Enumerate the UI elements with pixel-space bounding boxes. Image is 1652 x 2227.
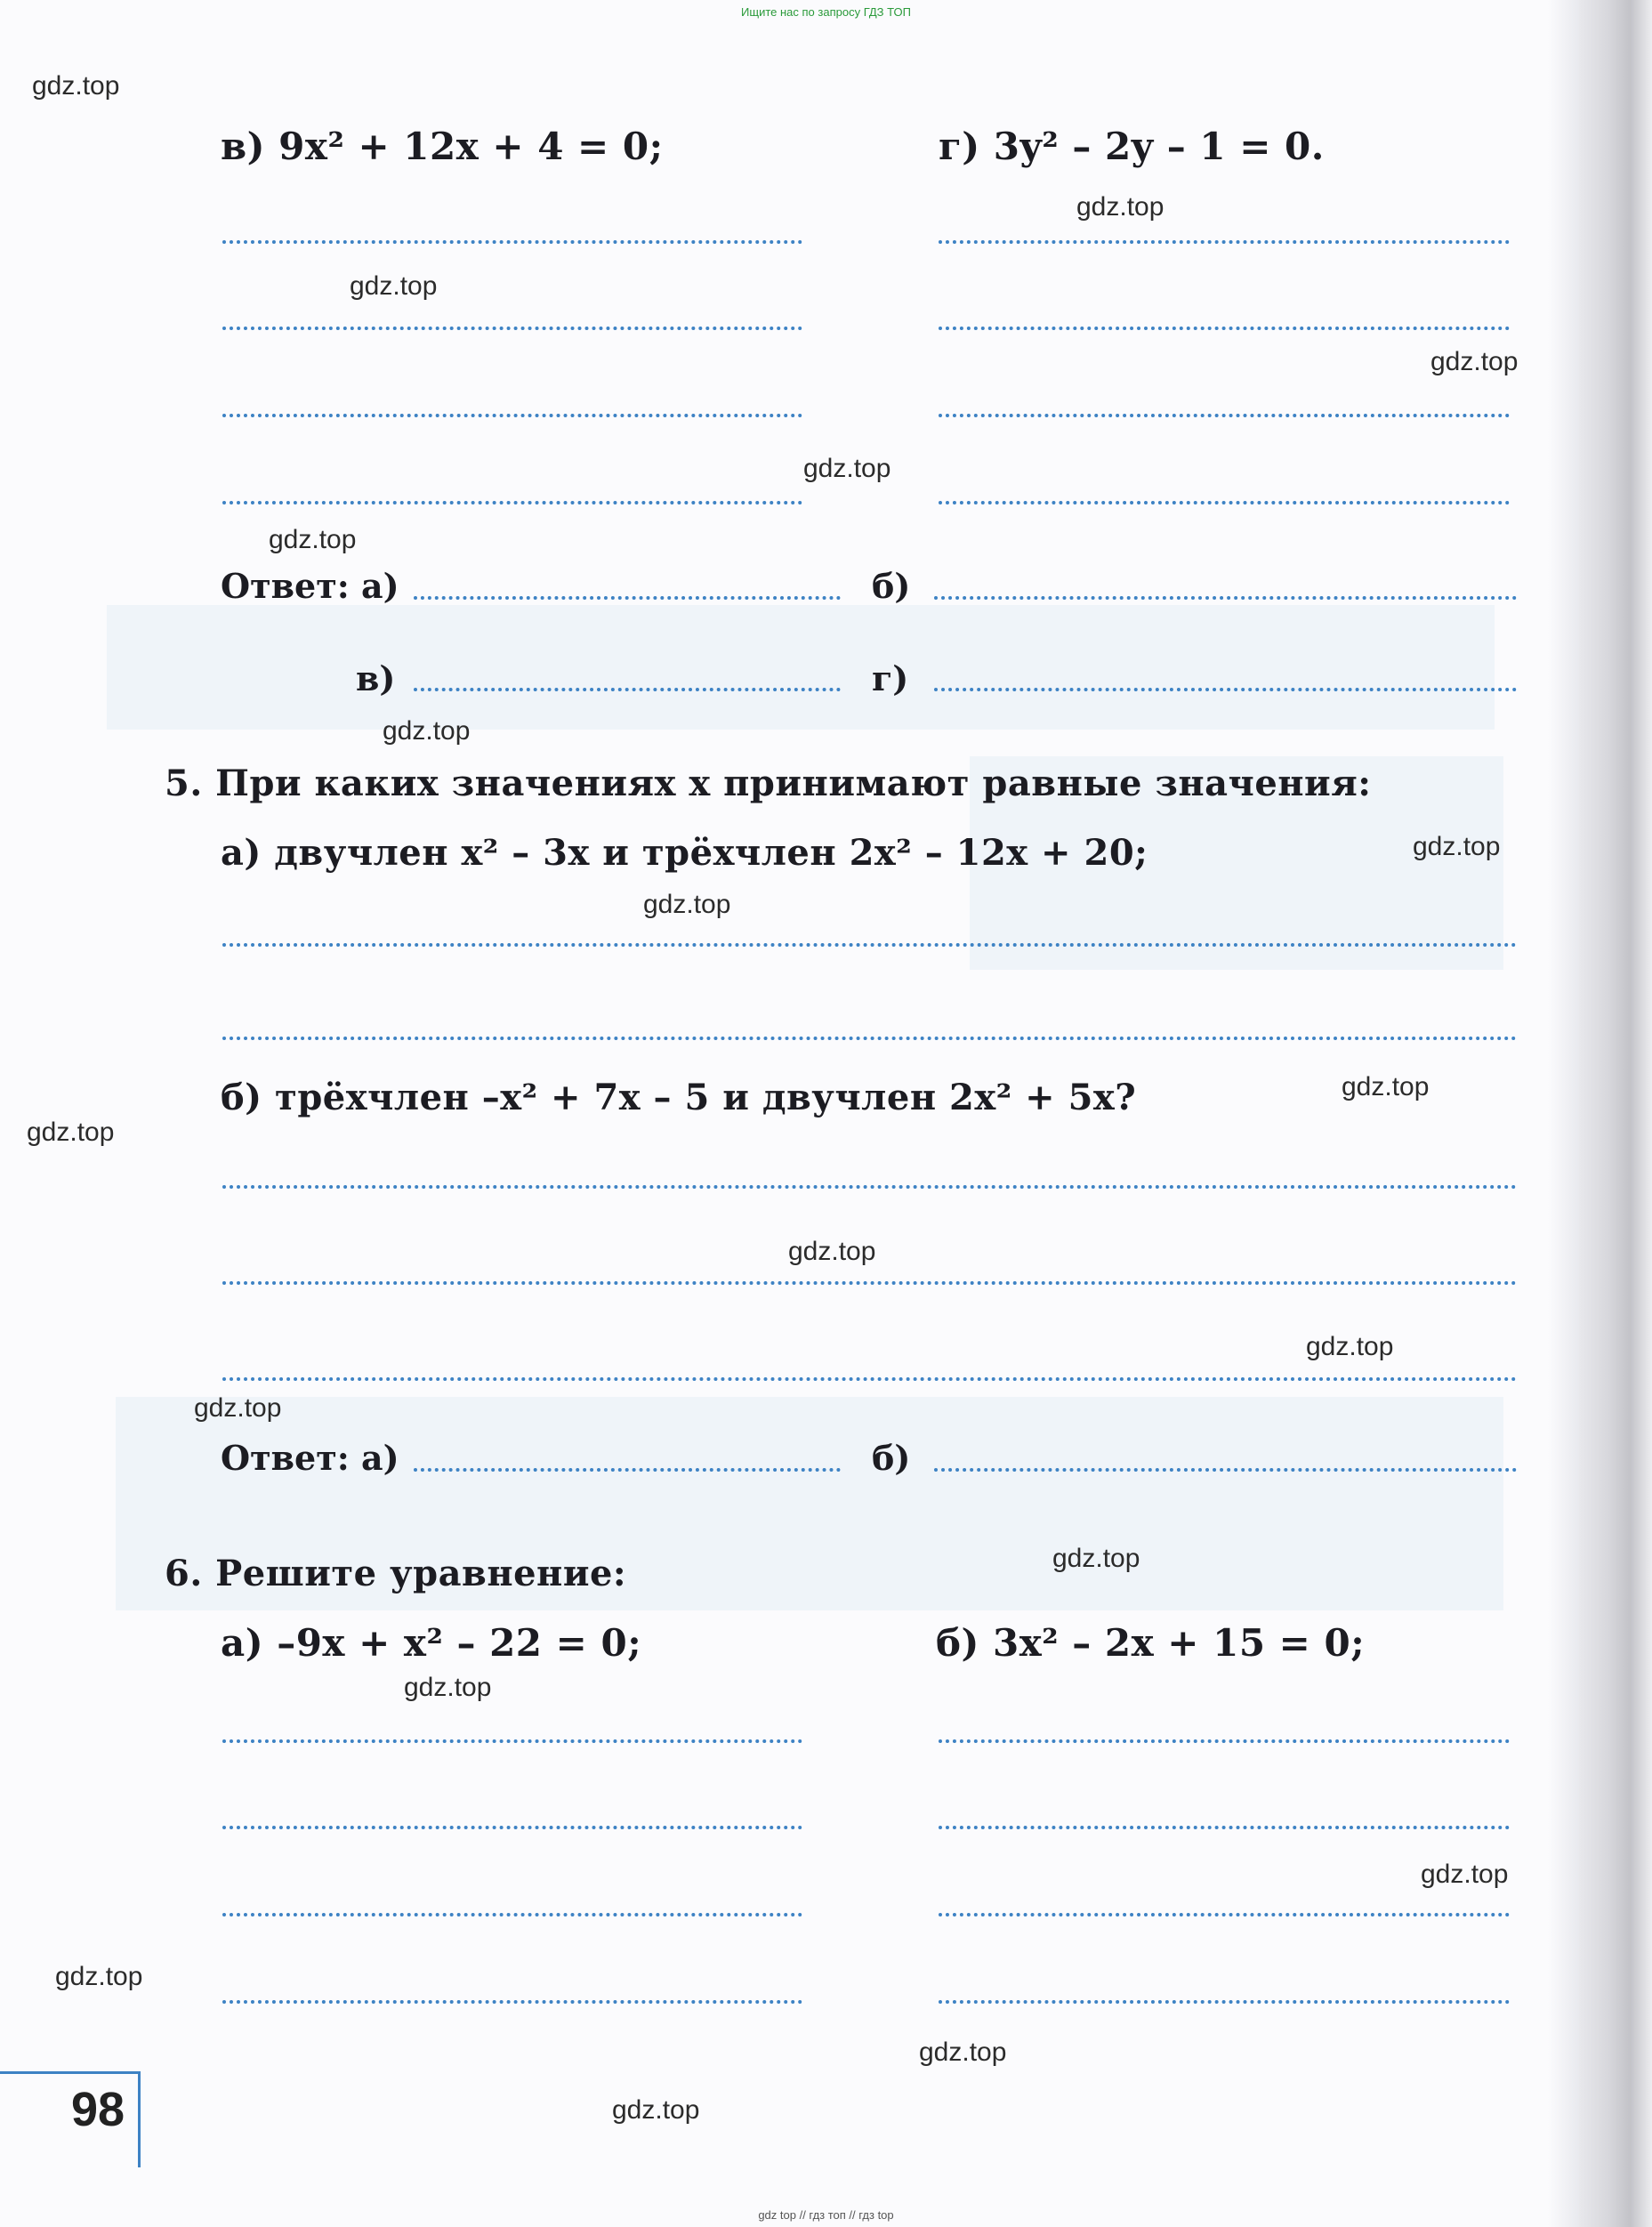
watermark: gdz.top bbox=[194, 1393, 282, 1423]
task4-answer-g: г) bbox=[872, 658, 909, 698]
task4-item-v: в) 9x² + 12x + 4 = 0; bbox=[221, 125, 664, 168]
watermark: gdz.top bbox=[404, 1673, 492, 1702]
task4-item-g: г) 3y² – 2y – 1 = 0. bbox=[939, 125, 1325, 168]
answer-line[interactable] bbox=[939, 2000, 1510, 2004]
watermark: gdz.top bbox=[1306, 1332, 1394, 1361]
top-note: Ищите нас по запросу ГДЗ ТОП bbox=[741, 5, 911, 19]
watermark: gdz.top bbox=[1421, 1860, 1509, 1889]
task5-item-a: а) двучлен x² – 3x и трёхчлен 2x² – 12x + 20; bbox=[221, 832, 1148, 874]
answer-line-g[interactable] bbox=[934, 688, 1517, 691]
answer-line[interactable] bbox=[222, 2000, 802, 2004]
answer-line[interactable] bbox=[939, 240, 1510, 244]
answer-line[interactable] bbox=[939, 327, 1510, 330]
answer-line-a[interactable] bbox=[414, 596, 841, 600]
answer-line-b[interactable] bbox=[934, 596, 1517, 600]
answer-line[interactable] bbox=[222, 943, 1517, 947]
page-spine bbox=[1579, 0, 1652, 2227]
watermark: gdz.top bbox=[1076, 192, 1164, 222]
watermark: gdz.top bbox=[1430, 347, 1519, 376]
answer-line[interactable] bbox=[222, 501, 802, 504]
answer-line[interactable] bbox=[222, 1739, 802, 1743]
task5-item-b: б) трёхчлен –x² + 7x – 5 и двучлен 2x² + 5x? bbox=[221, 1077, 1137, 1118]
answer-line-a[interactable] bbox=[414, 1468, 841, 1472]
page-number: 98 bbox=[71, 2083, 125, 2136]
task4-answer-b: б) bbox=[872, 566, 911, 606]
answer-line[interactable] bbox=[222, 1826, 802, 1829]
watermark: gdz.top bbox=[1413, 832, 1501, 861]
task5-answer-label: Ответ: а) bbox=[221, 1438, 399, 1478]
task5-title: 5. При каких значениях x принимают равные значения: bbox=[165, 763, 1372, 804]
task4-answer-label: Ответ: а) bbox=[221, 566, 399, 606]
watermark: gdz.top bbox=[643, 890, 731, 919]
watermark: gdz.top bbox=[788, 1237, 876, 1266]
task6-title: 6. Решите уравнение: bbox=[165, 1553, 627, 1594]
answer-line[interactable] bbox=[939, 414, 1510, 417]
answer-line[interactable] bbox=[222, 1913, 802, 1916]
answer-line[interactable] bbox=[939, 1739, 1510, 1743]
answer-line[interactable] bbox=[222, 1281, 1517, 1285]
task6-item-a: а) –9x + x² – 22 = 0; bbox=[221, 1621, 642, 1665]
watermark: gdz.top bbox=[612, 2095, 700, 2125]
watermark: gdz.top bbox=[1052, 1544, 1140, 1573]
answer-line[interactable] bbox=[222, 1185, 1517, 1189]
watermark: gdz.top bbox=[1342, 1072, 1430, 1101]
watermark: gdz.top bbox=[919, 2037, 1007, 2067]
answer-line[interactable] bbox=[222, 1037, 1517, 1040]
answer-line-b[interactable] bbox=[934, 1468, 1517, 1472]
watermark: gdz.top bbox=[350, 271, 438, 301]
task6-item-b: б) 3x² – 2x + 15 = 0; bbox=[936, 1621, 1366, 1665]
watermark: gdz.top bbox=[383, 716, 471, 746]
task4-answer-v: в) bbox=[356, 658, 396, 698]
watermark: gdz.top bbox=[269, 525, 357, 554]
answer-line-v[interactable] bbox=[414, 688, 841, 691]
answer-line[interactable] bbox=[222, 414, 802, 417]
watermark: gdz.top bbox=[803, 454, 891, 483]
task5-answer-b: б) bbox=[872, 1438, 911, 1478]
answer-line[interactable] bbox=[939, 1826, 1510, 1829]
answer-line[interactable] bbox=[222, 240, 802, 244]
answer-line[interactable] bbox=[939, 501, 1510, 504]
bleed-through-box bbox=[107, 605, 1495, 730]
watermark: gdz.top bbox=[32, 71, 120, 101]
page-spine-shadow bbox=[1548, 0, 1584, 2227]
answer-line[interactable] bbox=[939, 1913, 1510, 1916]
bottom-note: gdz top // гдз топ // гдз top bbox=[758, 2208, 894, 2222]
watermark: gdz.top bbox=[27, 1118, 115, 1147]
answer-line[interactable] bbox=[222, 1377, 1517, 1381]
watermark: gdz.top bbox=[55, 1962, 143, 1991]
answer-line[interactable] bbox=[222, 327, 802, 330]
